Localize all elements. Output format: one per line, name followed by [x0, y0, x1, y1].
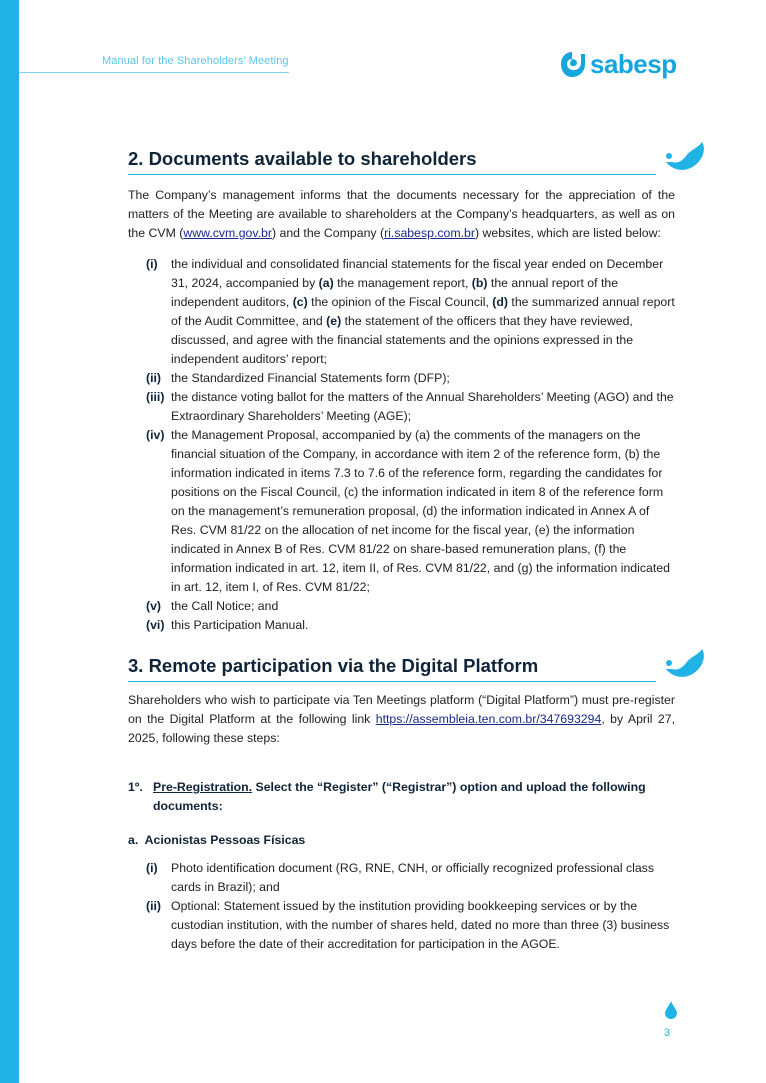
sabesp-logo [557, 50, 677, 78]
step-1-text: 1º. Pre-Registration. Select the “Register” (“Registrar”) option and upload the following documents: [128, 780, 646, 813]
page-number: 3 [664, 1027, 671, 1039]
sabesp-ri-link[interactable]: ri.sabesp.com.br [384, 226, 475, 240]
list-item: (v) the Call Notice; and [146, 599, 279, 613]
list-item: (iv) the Management Proposal, accompanied by (a) the comments of the managers on the financial situation of the Company, in accordance with item 2 of the reference form, (b) the information indicated in items 7.3 to 7.6 of the reference form, regarding the candidates for positions on the Fiscal Council, (c) the information indicated in item 8 of the reference form on the management’s remuneration proposal, (d) the information indicated in Annex A of Res. CVM 81/22 on the allocation of net income for the fiscal year, (e) the information indicated in Annex B of Res. CVM 81/22 on share-based remuneration plans, (f) the information indicated in art. 12, item II, of Res. CVM 81/22, and (g) the information indicated in art. 12, item I, of Res. CVM 81/22; [146, 428, 670, 594]
individual-shareholders-heading [128, 833, 675, 847]
section-3-intro [128, 691, 675, 748]
list-item: (i) the individual and consolidated financial statements for the fiscal year ended on December 31, 2024, accompanied by (a) the management report, (b) the annual report of the independent auditors, (c) the opinion of the Fiscal Council, (d) the summarized annual report of the Audit Committee, and (e) the statement of the officers that they have reviewed, discussed, and agree with the financial statements and the opinions expressed in the independent auditors’ report; [146, 257, 675, 366]
list-item: (ii) Optional: Statement issued by the institution providing bookkeeping services or by the custodian institution, with the number of shares held, dated no more than three (3) business days before the date of their accreditation for participation in the AGOE. [146, 899, 670, 951]
sub-heading-a: a. Acionistas Pessoas Físicas [128, 833, 306, 847]
section-3-title: 3. Remote participation via the Digital Platform [128, 655, 539, 676]
water-drop-icon [665, 1001, 677, 1019]
section-2-heading-block [128, 148, 708, 170]
running-header: Manual for the Shareholders’ Meeting [102, 55, 289, 67]
list-item: (ii) the Standardized Financial Statements form (DFP); [146, 371, 450, 385]
sabesp-logo-icon [557, 50, 587, 78]
list-item: (vi) this Participation Manual. [146, 618, 309, 632]
sabesp-wordmark: sabesp [590, 49, 677, 79]
section-2-intro [128, 186, 675, 243]
section-2-title: 2. Documents available to shareholders [128, 148, 477, 169]
left-accent-bar [0, 0, 19, 1083]
header-rule [19, 72, 289, 73]
ten-meetings-link[interactable]: https://assembleia.ten.com.br/347693294 [375, 712, 602, 726]
section-3-intro-paragraph: Shareholders who wish to participate via Ten Meetings platform (“Digital Platform”) must pre-register on the Digital Platform at the following link https://assembleia.ten.com.br/347693294, by April 27, 2025, following these steps: [128, 693, 676, 745]
water-splash-icon [664, 647, 708, 683]
list-item: (iii) the distance voting ballot for the matters of the Annual Shareholders’ Meeting (AGO) and the Extraordinary Shareholders’ Meeting (AGE); [146, 390, 674, 423]
step-1 [128, 778, 675, 816]
section-3-rule [128, 681, 656, 682]
documents-list [128, 255, 675, 635]
section-2-rule [128, 174, 656, 175]
section-2-intro-paragraph: The Company’s management informs that the documents necessary for the appreciation of the matters of the Meeting are available to shareholders at the Company’s headquarters, as well as on the CVM (www.cvm.gov.br) and the Company (ri.sabesp.com.br) websites, which are listed below: [128, 188, 675, 240]
section-3-heading-block [128, 655, 708, 677]
cvm-link[interactable]: www.cvm.gov.br [183, 226, 272, 240]
water-splash-icon [664, 140, 708, 176]
list-item: (i) Photo identification document (RG, RNE, CNH, or officially recognized professional class cards in Brazil); and [146, 861, 654, 894]
individual-documents-list [128, 859, 675, 954]
